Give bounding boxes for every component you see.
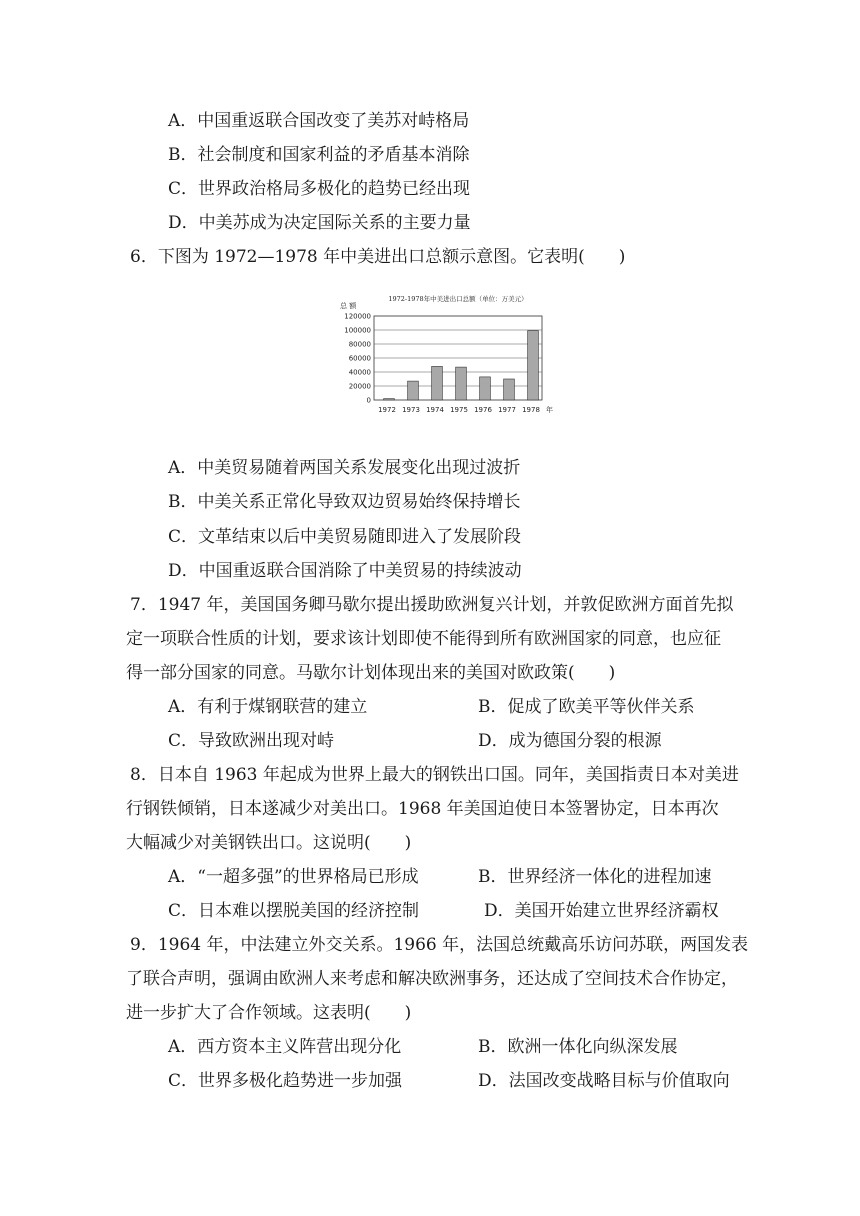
q6-option-a: A．中美贸易随着两国关系发展变化出现过波折 (168, 458, 521, 478)
q9-stem-line-1: 9．1964 年，中法建立外交关系。1966 年，法国总统戴高乐访问苏联，两国发表 (130, 935, 749, 955)
q5-option-d: D．中美苏成为决定国际关系的主要力量 (168, 213, 471, 233)
q8-stem-line-2: 行钢铁倾销，日本遂减少对美出口。1968 年美国迫使日本签署协定，日本再次 (126, 799, 719, 819)
chart-y-tick-label: 80000 (348, 340, 371, 349)
chart-x-tick-label: 1972 (378, 406, 396, 414)
q7-option-a: A．有利于煤钢联营的建立 (168, 697, 368, 717)
chart-x-ticks (378, 406, 540, 414)
q7-stem-line-1: 7．1947 年，美国国务卿马歇尔提出援助欧洲复兴计划，并敦促欧洲方面首先拟 (130, 595, 734, 615)
chart-y-tick-label: 0 (366, 396, 371, 405)
q8-stem-line-1: 8．日本自 1963 年起成为世界上最大的钢铁出口国。同年，美国指责日本对美进 (130, 765, 739, 785)
q8-option-c: C．日本难以摆脱美国的经济控制 (168, 901, 420, 921)
q9-option-b: B．欧洲一体化向纵深发展 (478, 1037, 678, 1057)
q8-stem-line-3: 大幅减少对美钢铁出口。这说明( ) (126, 833, 412, 853)
chart-bar-1972 (384, 399, 395, 400)
q5-option-b: B．社会制度和国家利益的矛盾基本消除 (168, 145, 470, 165)
q9-option-d: D．法国改变战略目标与价值取向 (478, 1071, 730, 1091)
chart-x-unit: 年 (546, 406, 553, 414)
q6-option-b: B．中美关系正常化导致双边贸易始终保持增长 (168, 492, 521, 512)
chart-y-tick-label: 20000 (348, 382, 371, 391)
q6-option-c: C．文革结束以后中美贸易随即进入了发展阶段 (168, 527, 522, 547)
q8-option-d: D．美国开始建立世界经济霸权 (484, 901, 719, 921)
q5-option-a: A．中国重返联合国改变了美苏对峙格局 (168, 111, 470, 131)
chart-bar-1974 (432, 366, 443, 400)
chart-x-tick-label: 1975 (450, 406, 468, 414)
q9-option-c: C．世界多极化趋势进一步加强 (168, 1071, 403, 1091)
q9-option-a: A．西方资本主义阵营出现分化 (168, 1037, 402, 1057)
q8-option-a: A．“一超多强”的世界格局已形成 (168, 867, 419, 887)
trade-bar-chart (336, 288, 566, 422)
q7-stem-line-2: 定一项联合性质的计划，要求该计划即使不能得到所有欧洲国家的同意，也应征 (126, 629, 721, 649)
chart-x-tick-label: 1977 (498, 406, 516, 414)
q5-option-c: C．世界政治格局多极化的趋势已经出现 (168, 179, 471, 199)
q9-stem-line-2: 了联合声明，强调由欧洲人来考虑和解决欧洲事务，还达成了空间技术合作协定， (126, 969, 738, 989)
q7-stem-line-3: 得一部分国家的同意。马歇尔计划体现出来的美国对欧政策( ) (126, 663, 616, 683)
chart-title: 1972-1978年中美进出口总额（单位：万美元） (388, 295, 528, 303)
chart-y-tick-label: 100000 (344, 326, 371, 335)
chart-x-tick-label: 1973 (402, 406, 420, 414)
chart-x-tick-label: 1978 (522, 406, 540, 414)
chart-bars (384, 331, 539, 400)
chart-bar-1976 (480, 377, 491, 400)
chart-y-label: 总 额 (340, 302, 357, 310)
chart-bar-1977 (504, 379, 515, 400)
chart-y-ticks (344, 313, 371, 405)
chart-y-tick-label: 40000 (348, 368, 371, 377)
q7-option-c: C．导致欧洲出现对峙 (168, 731, 335, 751)
chart-svg (336, 288, 566, 422)
chart-x-tick-label: 1976 (474, 406, 492, 414)
q7-option-b: B．促成了欧美平等伙伴关系 (478, 697, 695, 717)
q6-stem: 6．下图为 1972—1978 年中美进出口总额示意图。它表明( ) (130, 247, 626, 267)
chart-bar-1973 (408, 381, 419, 400)
chart-bar-1978 (528, 331, 539, 400)
chart-y-tick-label: 60000 (348, 354, 371, 363)
chart-y-tick-label: 120000 (344, 312, 371, 321)
chart-bar-1975 (456, 367, 467, 400)
q6-option-d: D．中国重返联合国消除了中美贸易的持续波动 (168, 561, 522, 581)
q9-stem-line-3: 进一步扩大了合作领域。这表明( ) (126, 1003, 412, 1023)
q8-option-b: B．世界经济一体化的进程加速 (478, 867, 712, 887)
q7-option-d: D．成为德国分裂的根源 (478, 731, 662, 751)
chart-x-tick-label: 1974 (426, 406, 444, 414)
